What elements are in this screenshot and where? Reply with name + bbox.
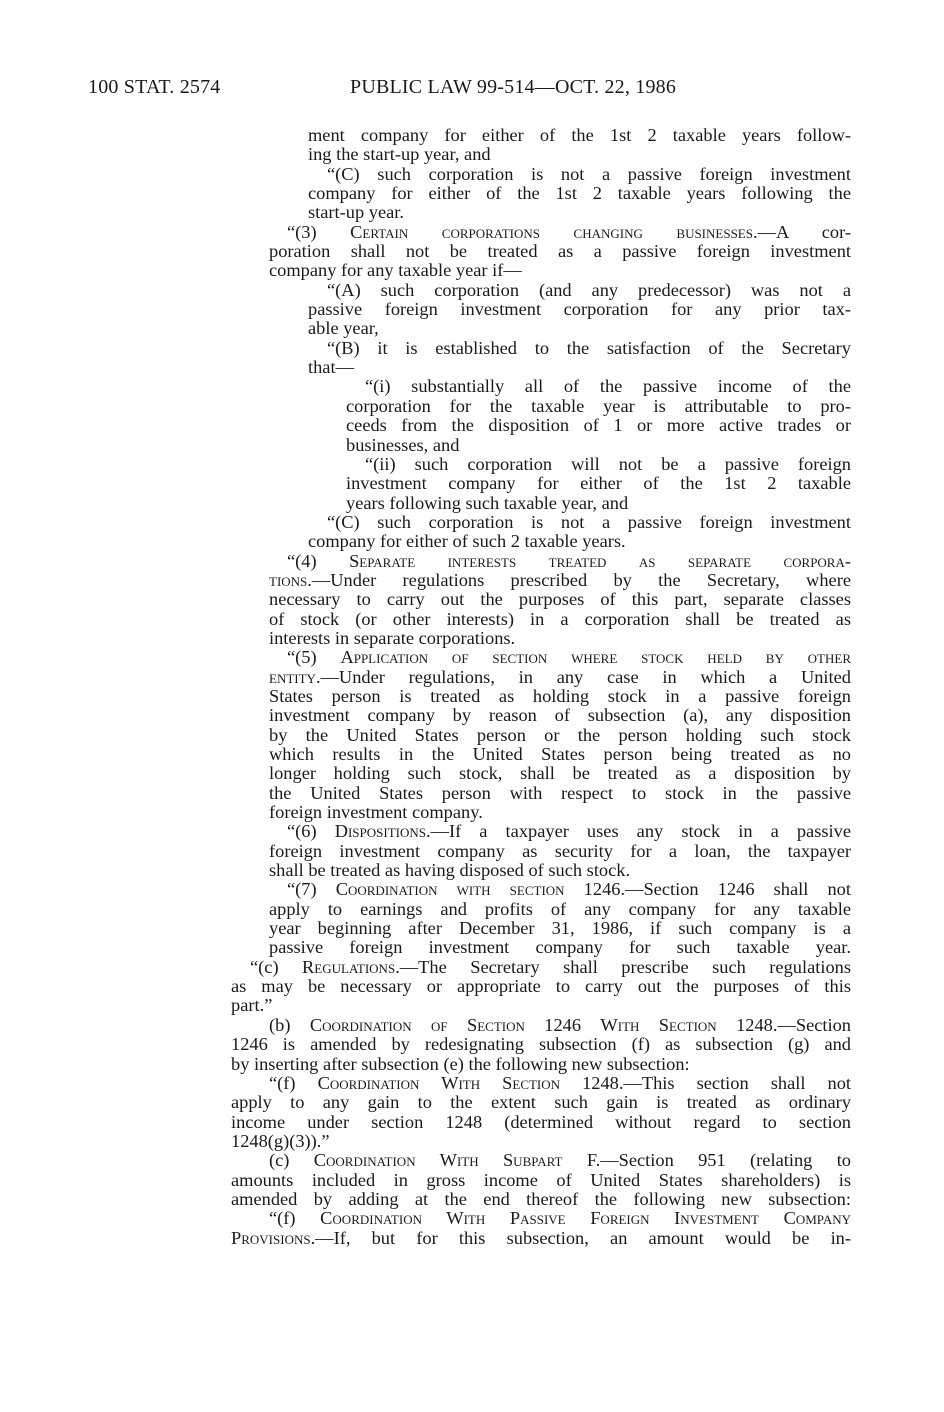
text-line bbox=[269, 726, 851, 745]
text-line bbox=[308, 358, 851, 377]
text-line bbox=[269, 784, 851, 803]
text-line bbox=[308, 532, 851, 551]
text-line bbox=[269, 668, 851, 687]
text-line bbox=[287, 648, 851, 667]
small-caps-heading: Separate interests treated as separate corpora- bbox=[349, 550, 851, 571]
text-line bbox=[231, 977, 851, 996]
text-line bbox=[308, 184, 851, 203]
text-line bbox=[269, 629, 851, 648]
line-text: “(6) bbox=[287, 821, 335, 842]
line-text: by the United States person or the person holding such stock bbox=[269, 724, 851, 745]
line-text: (b) bbox=[269, 1014, 310, 1035]
line-text: F.—Section 951 (relating to bbox=[562, 1150, 851, 1171]
line-text: (c) bbox=[269, 1150, 314, 1171]
text-line bbox=[308, 145, 851, 164]
text-line bbox=[327, 281, 851, 300]
text-line bbox=[269, 861, 851, 880]
line-text: amended by adding at the end thereof the following new subsection: bbox=[231, 1188, 851, 1209]
line-text: of stock (or other interests) in a corporation shall be treated as bbox=[269, 608, 851, 629]
text-line bbox=[308, 319, 851, 338]
line-text: company for any taxable year if— bbox=[269, 260, 522, 281]
line-text: corporation for the taxable year is attributable to pro- bbox=[346, 395, 851, 416]
line-text: passive foreign investment company for such taxable year. bbox=[269, 937, 851, 958]
text-line bbox=[269, 1074, 851, 1093]
text-line bbox=[231, 1132, 851, 1151]
small-caps-heading: Coordination With Passive Foreign Investment Company bbox=[320, 1208, 852, 1229]
small-caps-heading: tions bbox=[269, 569, 308, 590]
line-text: businesses, and bbox=[346, 434, 460, 455]
small-caps-heading: Application of section where stock held by other bbox=[340, 647, 851, 668]
text-line bbox=[231, 1171, 851, 1190]
small-caps-heading: entity bbox=[269, 666, 316, 687]
text-line bbox=[269, 919, 851, 938]
text-line bbox=[269, 1151, 851, 1170]
line-text: States person is treated as holding stock in a passive foreign bbox=[269, 685, 851, 706]
line-text: “(c) bbox=[250, 956, 303, 977]
text-line bbox=[308, 300, 851, 319]
text-line bbox=[365, 377, 851, 396]
text-line bbox=[269, 261, 851, 280]
line-text: .—If, but for this subsection, an amount would be in- bbox=[310, 1227, 851, 1248]
line-text: income under section 1248 (determined without regard to section bbox=[231, 1111, 851, 1132]
text-line bbox=[269, 687, 851, 706]
line-text: necessary to carry out the purposes of this part, separate classes bbox=[269, 589, 851, 610]
line-text: “(C) such corporation is not a passive foreign investment bbox=[327, 511, 851, 532]
line-text: longer holding such stock, shall be treated as a disposition by bbox=[269, 763, 851, 784]
line-text: able year, bbox=[308, 318, 379, 339]
line-text: “(4) bbox=[287, 550, 350, 571]
text-line bbox=[327, 165, 851, 184]
text-line bbox=[269, 706, 851, 725]
line-text: start-up year. bbox=[308, 202, 405, 223]
small-caps-heading: Coordination With Subpart bbox=[313, 1150, 563, 1171]
text-line bbox=[346, 436, 851, 455]
text-line bbox=[231, 1093, 851, 1112]
text-line bbox=[269, 1016, 851, 1035]
statute-body bbox=[231, 126, 851, 1248]
text-line bbox=[269, 242, 851, 261]
text-line bbox=[231, 1113, 851, 1132]
small-caps-heading: Regulations bbox=[302, 956, 396, 977]
text-line bbox=[287, 223, 851, 242]
text-line bbox=[231, 1035, 851, 1054]
text-line bbox=[231, 1055, 851, 1074]
line-text: .—Section 1246 shall not bbox=[620, 879, 851, 900]
line-text: .—If a taxpayer uses any stock in a passive bbox=[425, 821, 851, 842]
line-text: ceeds from the disposition of 1 or more active trades or bbox=[346, 415, 851, 436]
text-line bbox=[269, 745, 851, 764]
text-line bbox=[287, 822, 851, 841]
text-line bbox=[250, 958, 851, 977]
text-line bbox=[231, 996, 851, 1015]
line-text: “(i) substantially all of the passive income of the bbox=[365, 376, 851, 397]
line-text: shall be treated as having disposed of such stock. bbox=[269, 860, 631, 881]
line-text: 1248.—Section bbox=[716, 1014, 852, 1035]
line-text: apply to any gain to the extent such gain is treated as ordinary bbox=[231, 1092, 851, 1113]
line-text: by inserting after subsection (e) the following new subsection: bbox=[231, 1053, 690, 1074]
text-line bbox=[308, 203, 851, 222]
line-text: year beginning after December 31, 1986, if such company is a bbox=[269, 918, 851, 939]
text-line bbox=[269, 571, 851, 590]
line-text: 1246 bbox=[524, 1014, 601, 1035]
line-text: company for either of the 1st 2 taxable years following the bbox=[308, 183, 851, 204]
text-line bbox=[346, 416, 851, 435]
small-caps-heading: Certain corporations changing businesses bbox=[350, 221, 753, 242]
line-text: as may be necessary or appropriate to carry out the purposes of this bbox=[231, 976, 851, 997]
line-text: “(ii) such corporation will not be a passive foreign bbox=[365, 453, 851, 474]
line-text: “(3) bbox=[287, 221, 351, 242]
text-line bbox=[346, 494, 851, 513]
line-text: investment company by reason of subsection (a), any disposition bbox=[269, 705, 851, 726]
line-text: “(f) bbox=[269, 1072, 318, 1093]
text-line bbox=[346, 474, 851, 493]
text-line bbox=[269, 900, 851, 919]
line-text: 1248.—This section shall not bbox=[560, 1072, 851, 1093]
text-line bbox=[269, 803, 851, 822]
text-line bbox=[287, 880, 851, 899]
line-text: company for either of such 2 taxable years. bbox=[308, 531, 626, 552]
small-caps-heading: Provisions bbox=[231, 1227, 311, 1248]
line-text: foreign investment company as security for a loan, the taxpayer bbox=[269, 840, 851, 861]
text-line bbox=[308, 126, 851, 145]
line-text: passive foreign investment corporation for any prior tax- bbox=[308, 299, 851, 320]
small-caps-heading: Coordination With Section bbox=[317, 1072, 561, 1093]
line-text: interests in separate corporations. bbox=[269, 627, 516, 648]
line-text: .—The Secretary shall prescribe such regulations bbox=[395, 956, 851, 977]
line-text: “(A) such corporation (and any predecessor) was not a bbox=[327, 279, 851, 300]
line-text: .—Under regulations, in any case in which a United bbox=[315, 666, 851, 687]
line-text: investment company for either of the 1st 2 taxable bbox=[346, 473, 851, 494]
small-caps-heading: With Section bbox=[600, 1014, 717, 1035]
text-line bbox=[269, 590, 851, 609]
text-line bbox=[269, 1209, 851, 1228]
text-line bbox=[346, 397, 851, 416]
line-text: amounts included in gross income of United States shareholders) is bbox=[231, 1169, 851, 1190]
line-text: “(C) such corporation is not a passive foreign investment bbox=[327, 163, 851, 184]
text-line bbox=[365, 455, 851, 474]
line-text: .—Under regulations prescribed by the Secretary, where bbox=[307, 569, 851, 590]
running-header: PUBLIC LAW 99-514—OCT. 22, 1986 bbox=[350, 76, 677, 98]
small-caps-heading: Coordination of Section bbox=[309, 1014, 525, 1035]
line-text: foreign investment company. bbox=[269, 802, 483, 823]
text-line bbox=[327, 339, 851, 358]
line-text: .—A cor- bbox=[752, 221, 852, 242]
line-text: “(7) bbox=[287, 879, 336, 900]
line-text: “(B) it is established to the satisfaction of the Secretary bbox=[327, 337, 851, 358]
line-text: apply to earnings and profits of any company for any taxable bbox=[269, 898, 851, 919]
line-text: part.” bbox=[231, 995, 273, 1016]
text-line bbox=[231, 1229, 851, 1248]
stat-citation: 100 STAT. 2574 bbox=[88, 76, 221, 98]
small-caps-heading: Coordination with section 1246 bbox=[335, 879, 621, 900]
line-text: ment company for either of the 1st 2 taxable years follow- bbox=[308, 125, 851, 145]
line-text: ing the start-up year, and bbox=[308, 144, 491, 165]
line-text: the United States person with respect to stock in the passive bbox=[269, 782, 851, 803]
line-text: “(f) bbox=[269, 1208, 321, 1229]
text-line bbox=[231, 1190, 851, 1209]
line-text: that— bbox=[308, 357, 354, 378]
small-caps-heading: Dispositions bbox=[334, 821, 426, 842]
line-text: “(5) bbox=[287, 647, 341, 668]
line-text: poration shall not be treated as a passive foreign investment bbox=[269, 241, 851, 262]
text-line bbox=[287, 552, 851, 571]
text-line bbox=[327, 513, 851, 532]
line-text: 1246 is amended by redesignating subsection (f) as subsection (g) and bbox=[231, 1034, 851, 1055]
line-text: 1248(g)(3)).” bbox=[231, 1130, 330, 1151]
text-line bbox=[269, 764, 851, 783]
line-text: which results in the United States person being treated as no bbox=[269, 744, 851, 764]
line-text: years following such taxable year, and bbox=[346, 492, 629, 513]
text-line bbox=[269, 938, 851, 957]
text-line bbox=[269, 842, 851, 861]
text-line bbox=[269, 610, 851, 629]
